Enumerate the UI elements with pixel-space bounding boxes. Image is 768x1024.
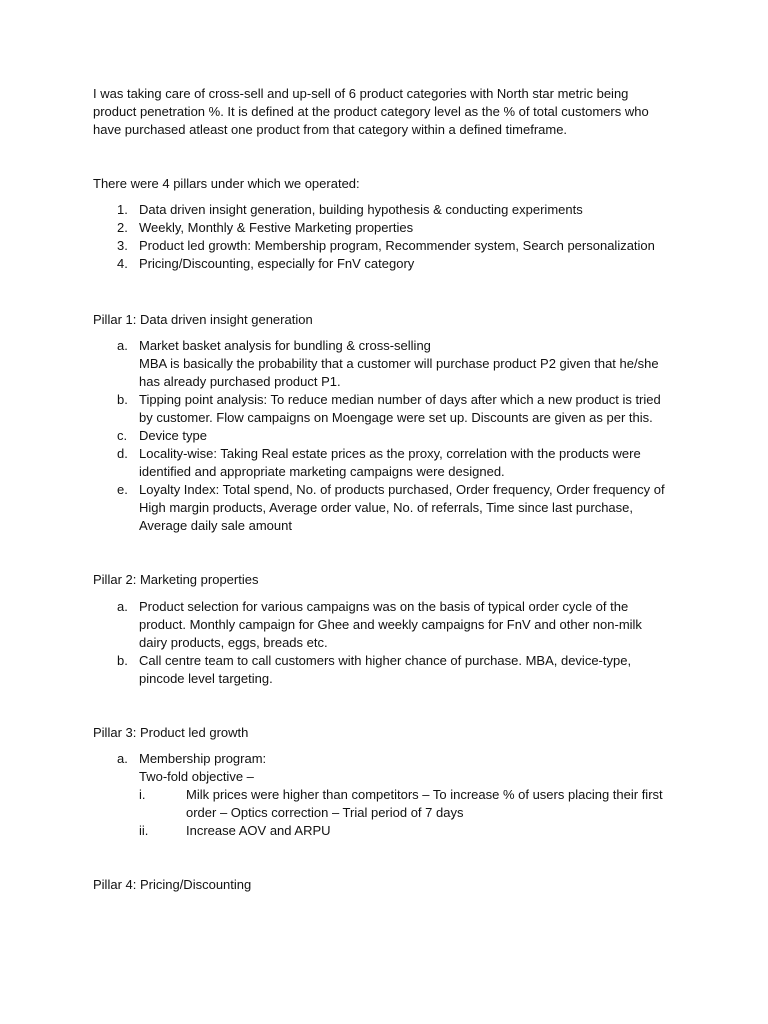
list-marker: b. xyxy=(117,653,128,668)
list-marker: 2. xyxy=(117,220,128,235)
list-item-text: Average daily sale amount xyxy=(139,518,292,533)
pillars-list xyxy=(93,201,678,273)
document-page xyxy=(93,85,678,894)
list-marker: a. xyxy=(117,338,128,353)
pillar3-list xyxy=(93,750,678,840)
list-item-text: Two-fold objective – xyxy=(139,769,254,784)
intro-line: have purchased atleast one product from that category within a defined timeframe. xyxy=(93,122,568,137)
list-item xyxy=(93,445,678,481)
pillars-heading: There were 4 pillars under which we operated: xyxy=(93,176,360,191)
list-item-text: has already purchased product P1. xyxy=(139,374,341,389)
list-item-text: by customer. Flow campaigns on Moengage were set up. Discounts are given as per this. xyxy=(139,410,653,425)
list-marker: b. xyxy=(117,392,128,407)
list-item-text: Membership program: xyxy=(139,751,267,766)
list-item-text: pincode level targeting. xyxy=(139,671,273,686)
sub-list-marker: i. xyxy=(139,787,146,802)
list-item xyxy=(93,201,678,219)
list-item xyxy=(93,237,678,255)
list-item xyxy=(93,750,678,840)
sub-list-marker: ii. xyxy=(139,823,149,838)
list-item-text: Market basket analysis for bundling & cross-selling xyxy=(139,338,431,353)
list-item-text: Device type xyxy=(139,428,207,443)
intro-line: product penetration %. It is defined at the product category level as the % of total customers who xyxy=(93,104,649,119)
pillar3-heading: Pillar 3: Product led growth xyxy=(93,725,249,740)
list-item-text: Data driven insight generation, building hypothesis & conducting experiments xyxy=(139,202,583,217)
list-item-text: Product selection for various campaigns was on the basis of typical order cycle of the xyxy=(139,599,629,614)
list-item xyxy=(93,219,678,237)
list-marker: c. xyxy=(117,428,128,443)
sub-list-item xyxy=(139,822,678,840)
list-item-text: High margin products, Average order value, No. of referrals, Time since last purchase, xyxy=(139,500,633,515)
intro-paragraph xyxy=(93,85,678,139)
list-item-text: Product led growth: Membership program, Recommender system, Search personalization xyxy=(139,238,655,253)
list-item-text: Pricing/Discounting, especially for FnV category xyxy=(139,256,415,271)
list-item-text: Locality-wise: Taking Real estate prices as the proxy, correlation with the products were xyxy=(139,446,641,461)
list-marker: 1. xyxy=(117,202,128,217)
list-item xyxy=(93,337,678,391)
list-item-text: MBA is basically the probability that a customer will purchase product P2 given that he/she xyxy=(139,356,659,371)
pillar4-heading: Pillar 4: Pricing/Discounting xyxy=(93,877,252,892)
list-marker: 3. xyxy=(117,238,128,253)
list-item xyxy=(93,427,678,445)
list-item xyxy=(93,652,678,688)
list-item-text: Loyalty Index: Total spend, No. of products purchased, Order frequency, Order frequency of xyxy=(139,482,665,497)
list-item-text: Tipping point analysis: To reduce median number of days after which a new product is tried xyxy=(139,392,661,407)
list-item xyxy=(93,391,678,427)
list-item xyxy=(93,598,678,652)
sub-list-item-text: Milk prices were higher than competitors – To increase % of users placing their first xyxy=(186,787,663,802)
pillar2-heading: Pillar 2: Marketing properties xyxy=(93,572,259,587)
sub-list-item xyxy=(139,786,678,822)
sub-list-item-text: order – Optics correction – Trial period of 7 days xyxy=(186,805,464,820)
sub-list-item-text: Increase AOV and ARPU xyxy=(186,823,331,838)
pillar2-list xyxy=(93,598,678,688)
pillar1-list xyxy=(93,337,678,535)
list-item-text: dairy products, eggs, breads etc. xyxy=(139,635,328,650)
list-marker: 4. xyxy=(117,256,128,271)
sub-list xyxy=(139,786,678,840)
list-marker: e. xyxy=(117,482,128,497)
list-marker: a. xyxy=(117,751,128,766)
intro-line: I was taking care of cross-sell and up-sell of 6 product categories with North star metric being xyxy=(93,86,629,101)
list-item xyxy=(93,481,678,535)
list-item-text: identified and appropriate marketing campaigns were designed. xyxy=(139,464,505,479)
list-item xyxy=(93,255,678,273)
list-marker: d. xyxy=(117,446,128,461)
list-marker: a. xyxy=(117,599,128,614)
list-item-text: Weekly, Monthly & Festive Marketing properties xyxy=(139,220,414,235)
list-item-text: product. Monthly campaign for Ghee and weekly campaigns for FnV and other non-milk xyxy=(139,617,642,632)
list-item-text: Call centre team to call customers with higher chance of purchase. MBA, device-type, xyxy=(139,653,632,668)
pillar1-heading: Pillar 1: Data driven insight generation xyxy=(93,312,313,327)
